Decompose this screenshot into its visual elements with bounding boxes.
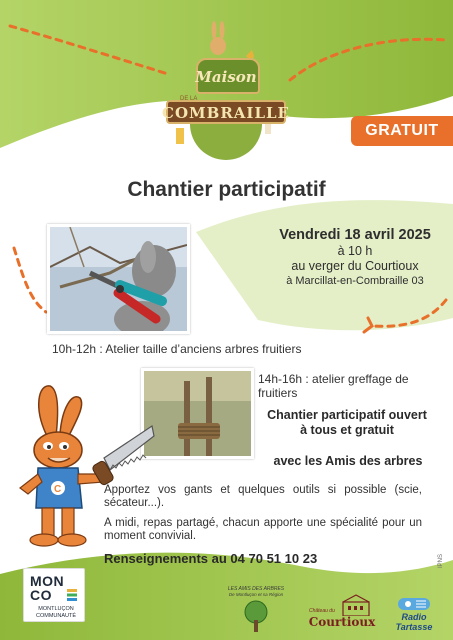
radio-name: Radio Tartasse bbox=[395, 612, 433, 632]
monco-line2: CO bbox=[30, 587, 52, 603]
event-time: à 10 h bbox=[337, 244, 373, 258]
maison-combraille-logo bbox=[160, 16, 292, 166]
monco-small1: MONTLUÇON bbox=[38, 606, 74, 612]
logo-combraille-text: COMBRAILLE bbox=[162, 104, 290, 122]
monco-small2: COMMUNAUTÉ bbox=[35, 613, 77, 619]
morning-workshop: 10h-12h : Atelier taille d’anciens arbres fruitiers bbox=[52, 342, 302, 356]
event-place: au verger du Courtioux bbox=[291, 259, 419, 273]
amis-logo-title: LES AMIS DES ARBRES bbox=[227, 586, 285, 592]
free-badge: GRATUIT bbox=[351, 116, 453, 146]
page-title: Chantier participatif bbox=[127, 178, 326, 201]
radio-tartasse-logo bbox=[382, 596, 446, 632]
logo-maison-text: Maison bbox=[195, 68, 257, 86]
dotted-arc-left bbox=[14, 248, 46, 312]
logo-de-text: DE LA bbox=[180, 96, 198, 102]
montlucon-communaute-logo bbox=[23, 568, 85, 622]
amis-des-arbres-text: avec les Amis des arbres bbox=[273, 454, 423, 468]
castle-icon bbox=[341, 594, 371, 616]
chateau-small-text: Château du bbox=[309, 608, 335, 614]
event-date-block bbox=[265, 226, 445, 289]
chateau-courtioux-logo bbox=[307, 594, 377, 634]
imprint-label: IPNS bbox=[438, 553, 444, 568]
open-to-all-text: Chantier participatif ouvert à tous et gratuit bbox=[267, 408, 427, 437]
svg-text:C: C bbox=[54, 484, 62, 495]
monco-stripes-icon bbox=[67, 589, 77, 601]
small-rabbit-icon bbox=[210, 37, 226, 55]
afternoon-workshop: 14h-16h : atelier greffage de fruitiers bbox=[258, 372, 409, 400]
amis-logo-subtitle: De Montluçon et sa Région bbox=[228, 592, 284, 597]
tree-icon bbox=[241, 600, 271, 634]
amis-des-arbres-logo bbox=[225, 586, 287, 634]
bring-tools-note: Apportez vos gants et quelques outils si possible (scie, sécateur...). bbox=[104, 484, 422, 509]
chateau-name: Courtioux bbox=[308, 615, 376, 629]
contact-info: Renseignements au 04 70 51 10 23 bbox=[104, 551, 318, 566]
saw-icon bbox=[91, 426, 154, 486]
radio-icon bbox=[394, 596, 434, 612]
monco-line1: MON bbox=[30, 573, 65, 589]
candle-icon bbox=[176, 128, 184, 144]
lunch-note: A midi, repas partagé, chacun apporte une spécialité pour un moment convivial. bbox=[104, 517, 422, 542]
event-date: Vendredi 18 avril 2025 bbox=[279, 227, 431, 243]
pruning-shears-photo bbox=[47, 224, 190, 334]
event-town: à Marcillat-en-Combraille 03 bbox=[286, 275, 424, 287]
